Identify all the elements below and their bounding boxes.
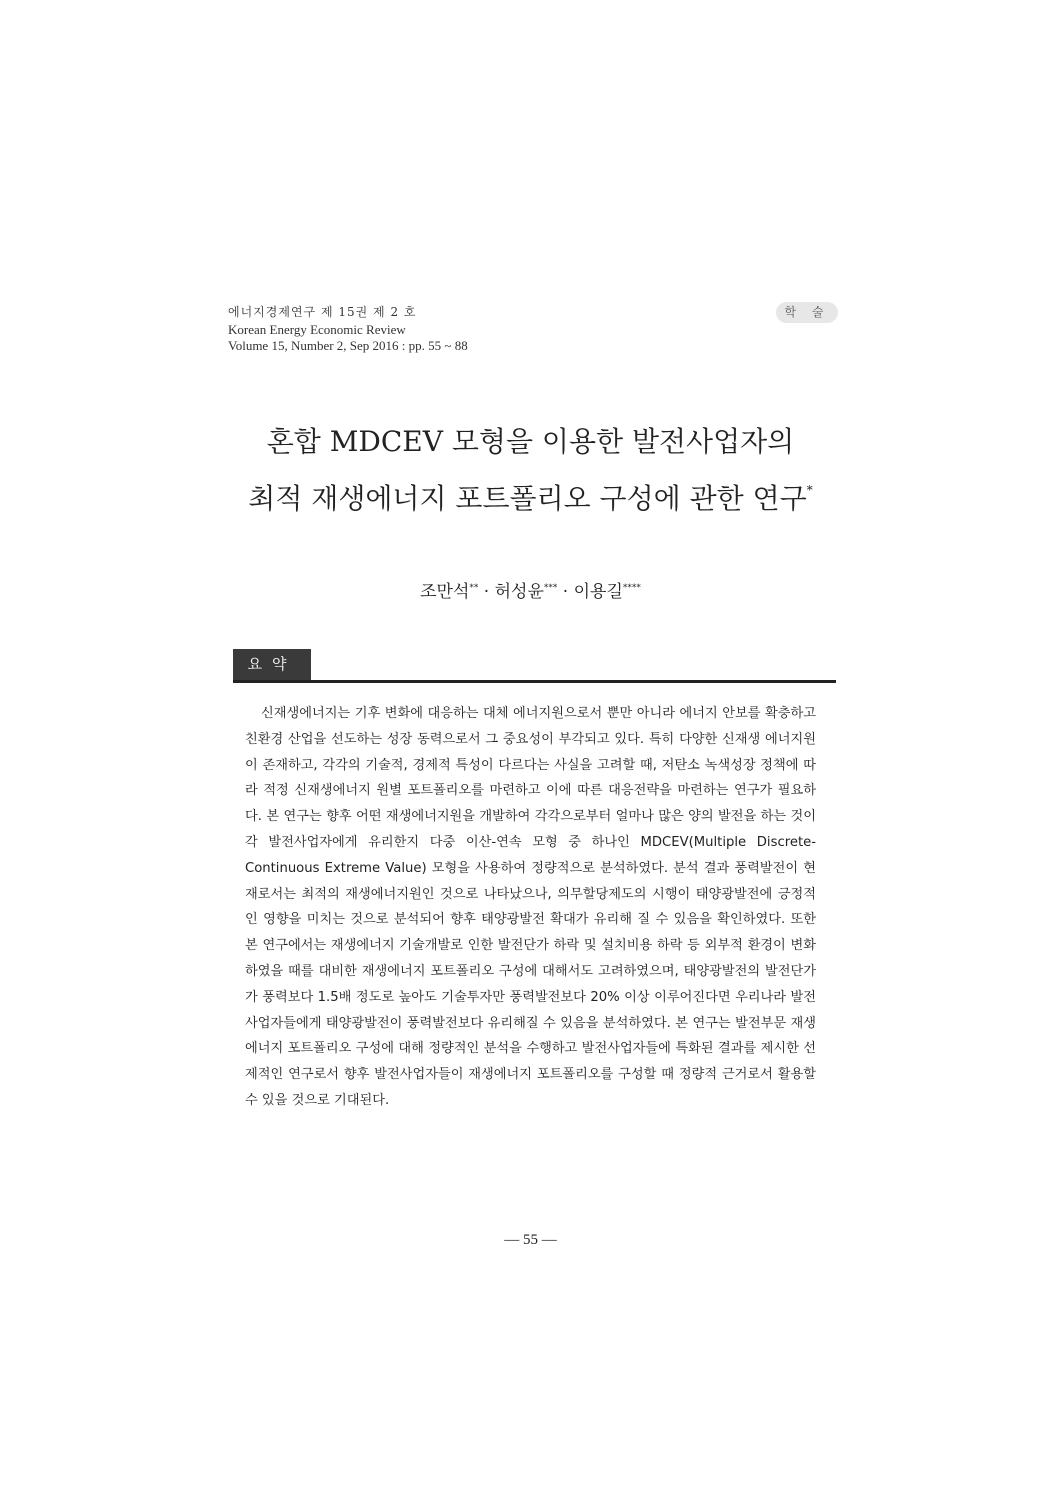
author-name: 조만석: [420, 582, 470, 602]
journal-name-english: Korean Energy Economic Review: [228, 322, 406, 337]
author-footnote-mark: ***: [543, 583, 558, 593]
author-name: 허성윤: [494, 582, 544, 602]
author-separator: ·: [557, 582, 574, 602]
category-badge: 학 술: [776, 302, 838, 323]
title-line-1: 혼합 MDCEV 모형을 이용한 발전사업자의: [266, 425, 795, 458]
title-footnote-mark: *: [806, 483, 813, 497]
abstract-heading-bar: [233, 647, 836, 683]
author-footnote-mark: **: [469, 583, 479, 593]
author-name: 이용길: [573, 582, 623, 602]
title-line-2: [0, 466, 1061, 523]
abstract-body: 신재생에너지는 기후 변화에 대응하는 대체 에너지원으로서 뿐만 아니라 에너지 안보를 확충하고 친환경 산업을 선도하는 성장 동력으로서 그 중요성이 부각되고 있다. 특히 다양한 신재생 에너지원이 존재하고, 각각의 기술적, 경제적 특성이 다르다는 사실을 고려할 때, 저탄소 녹색성장 정책에 따라 적정 신재생에너지 원별 포트폴리오를 마련하고 이에 따른 대응전략을 마련하는 연구가 필요하다. 본 연구는 향후 어떤 재생에너지원을 개발하여 각각으로부터 얼마나 많은 양의 발전을 하는 것이 각 발전사업자에게 유리한지 다중 이산-연속 모형 중 하나인 MDCEV(Multiple Discrete-Continuous Extreme Value) 모형을 사용하여 정량적으로 분석하였다. 분석 결과 풍력발전이 현재로서는 최적의 재생에너지원인 것으로 나타났으나, 의무할당제도의 시행이 태양광발전에 긍정적인 영향을 미치는 것으로 분석되어 향후 태양광발전 확대가 유리해 질 수 있음을 확인하였다. 또한 본 연구에서는 재생에너지 기술개발로 인한 발전단가 하락 및 설치비용 하락 등 외부적 환경이 변화하였을 때를 대비한 재생에너지 포트폴리오 구성에 대해서도 고려하였으며, 태양광발전의 발전단가가 풍력보다 1.5배 정도로 높아도 기술투자만 풍력발전보다 20% 이상 이루어진다면 우리나라 발전사업자들에게 태양광발전이 풍력발전보다 유리해질 수 있음을 분석하였다. 본 연구는 발전부문 재생에너지 포트폴리오 구성에 대해 정량적인 분석을 수행하고 발전사업자들에 특화된 결과를 제시한 선제적인 연구로서 향후 발전사업자들이 재생에너지 포트폴리오를 구성할 때 정량적 근거로서 활용할 수 있을 것으로 기대된다.: [245, 706, 816, 1108]
journal-name-korean: 에너지경제연구 제 15권 제 2 호: [228, 305, 417, 319]
author-list: [0, 577, 1061, 602]
paper-title: [0, 418, 1061, 523]
journal-header: [228, 304, 468, 354]
title-line-2-text: 최적 재생에너지 포트폴리오 구성에 관한 연구: [248, 482, 807, 515]
page-number: — 55 —: [504, 1232, 557, 1248]
author-separator: ·: [478, 582, 495, 602]
journal-volume-info: Volume 15, Number 2, Sep 2016 : pp. 55 ~ 88: [228, 338, 468, 353]
author-footnote-mark: ****: [622, 583, 641, 593]
abstract-heading: 요약: [233, 649, 311, 680]
